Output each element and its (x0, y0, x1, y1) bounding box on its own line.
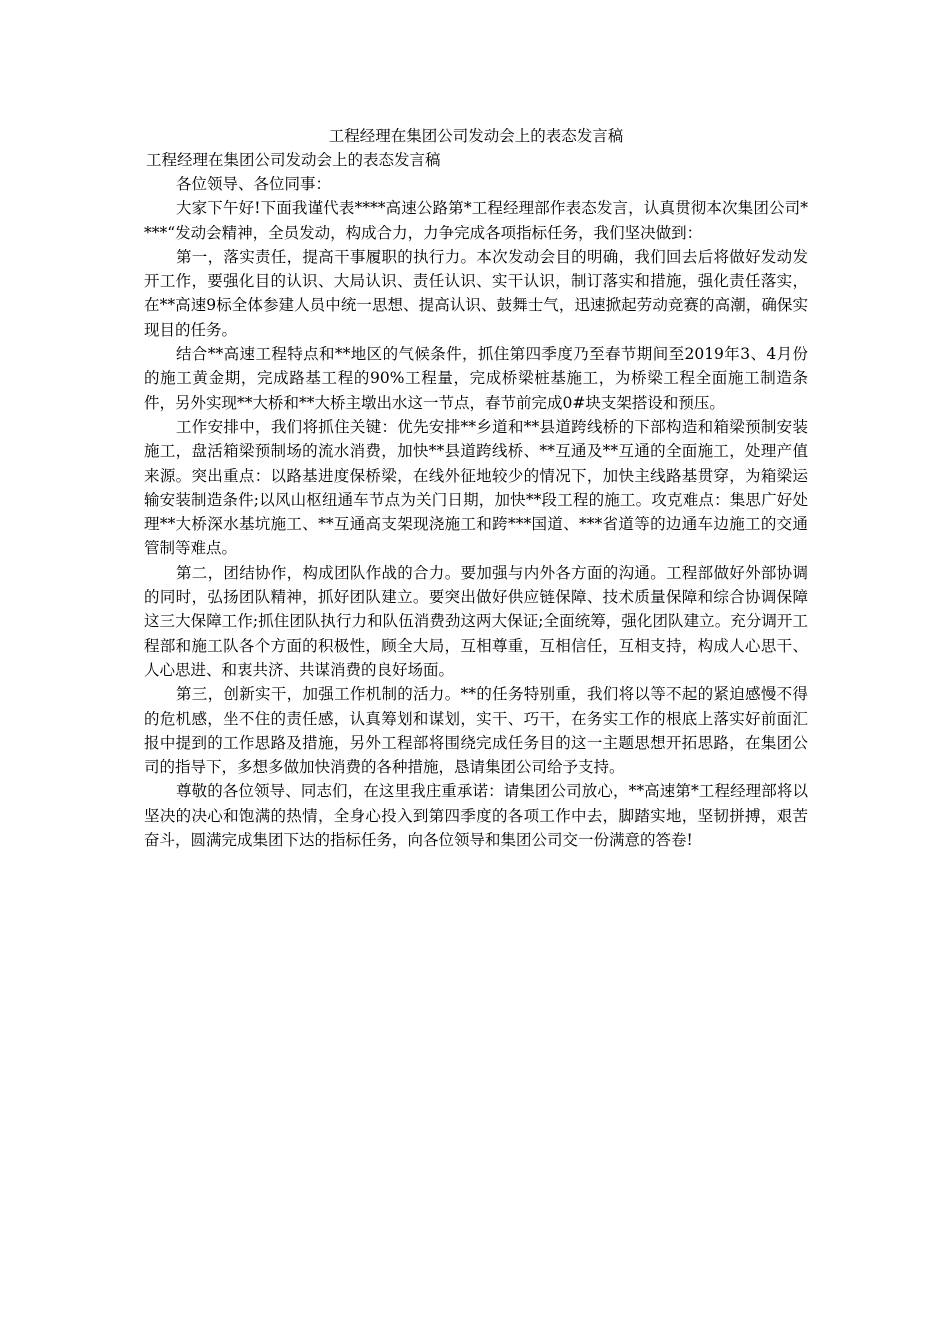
paragraph-first: 第一，落实责任，提高干事履职的执行力。本次发动会目的明确，我们回去后将做好发动发开工作，要强化目的认识、大局认识、责任认识、实干认识，制订落实和措施，强化责任落实，在**高速9标全体参建人员中统一思想、提高认识、鼓舞士气，迅速掀起劳动竞赛的高潮，确保实现目的任务。 (144, 247, 808, 339)
document-page (144, 124, 808, 852)
paragraph-schedule: 结合**高速工程特点和**地区的气候条件，抓住第四季度乃至春节期间至2019年3、4月份的施工黄金期，完成路基工程的90%工程量，完成桥梁桩基施工，为桥梁工程全面施工制造条件，另外实现**大桥和**大桥主墩出水这一节点，春节前完成0#块支架搭设和预压。 (144, 345, 808, 412)
paragraph-second: 第二，团结协作，构成团队作战的合力。要加强与内外各方面的沟通。工程部做好外部协调的同时，弘扬团队精神，抓好团队建立。要突出做好供应链保障、技术质量保障和综合协调保障这三大保障工作;抓住团队执行力和队伍消费劲这两大保证;全面统筹，强化团队建立。充分调开工程部和施工队各个方面的积极性，顾全大局，互相尊重，互相信任，互相支持，构成人心思干、人心思进、和衷共济、共谋消费的良好场面。 (144, 563, 808, 679)
paragraph-closing: 尊敬的各位领导、同志们，在这里我庄重承诺：请集团公司放心，**高速第*工程经理部将以坚决的决心和饱满的热情，全身心投入到第四季度的各项工作中去，脚踏实地，坚韧拼搏，艰苦奋斗，圆满完成集团下达的指标任务，向各位领导和集团公司交一份满意的答卷! (144, 782, 808, 850)
document-title: 工程经理在集团公司发动会上的表态发言稿 (328, 127, 624, 145)
paragraph-third: 第三，创新实干，加强工作机制的活力。**的任务特别重，我们将以等不起的紧迫感慢不得的危机感，坐不住的责任感，认真筹划和谋划，实干、巧干，在务实工作的根底上落实好前面汇报中提到的工作思路及措施，另外工程部将围绕完成任务目的这一主题思想开拓思路，在集团公司的指导下，多想多做加快消费的各种措施，恳请集团公司给予支持。 (144, 685, 808, 777)
paragraph-intro: 大家下午好!下面我谨代表****高速公路第*工程经理部作表态发言，认真贯彻本次集团公司****“发动会精神，全员发动，构成合力，力争完成各项指标任务，我们坚决做到： (144, 199, 808, 242)
paragraph-arrangement: 工作安排中，我们将抓住关键：优先安排**乡道和**县道跨线桥的下部构造和箱梁预制安装施工，盘活箱梁预制场的流水消费，加快**县道跨线桥、**互通及**互通的全面施工，处理产值来源。突出重点：以路基进度保桥梁，在线外征地较少的情况下，加快主线路基贯穿，为箱梁运输安装制造条件;以风山枢纽通车节点为关门日期，加快**段工程的施工。攻克难点：集思广好处理**大桥深水基坑施工、**互通高支架现浇施工和跨***国道、***省道等的边通车边施工的交通管制等难点。 (144, 417, 808, 558)
document-subtitle: 工程经理在集团公司发动会上的表态发言稿 (146, 151, 441, 169)
paragraph-greeting: 各位领导、各位同事： (176, 175, 332, 193)
